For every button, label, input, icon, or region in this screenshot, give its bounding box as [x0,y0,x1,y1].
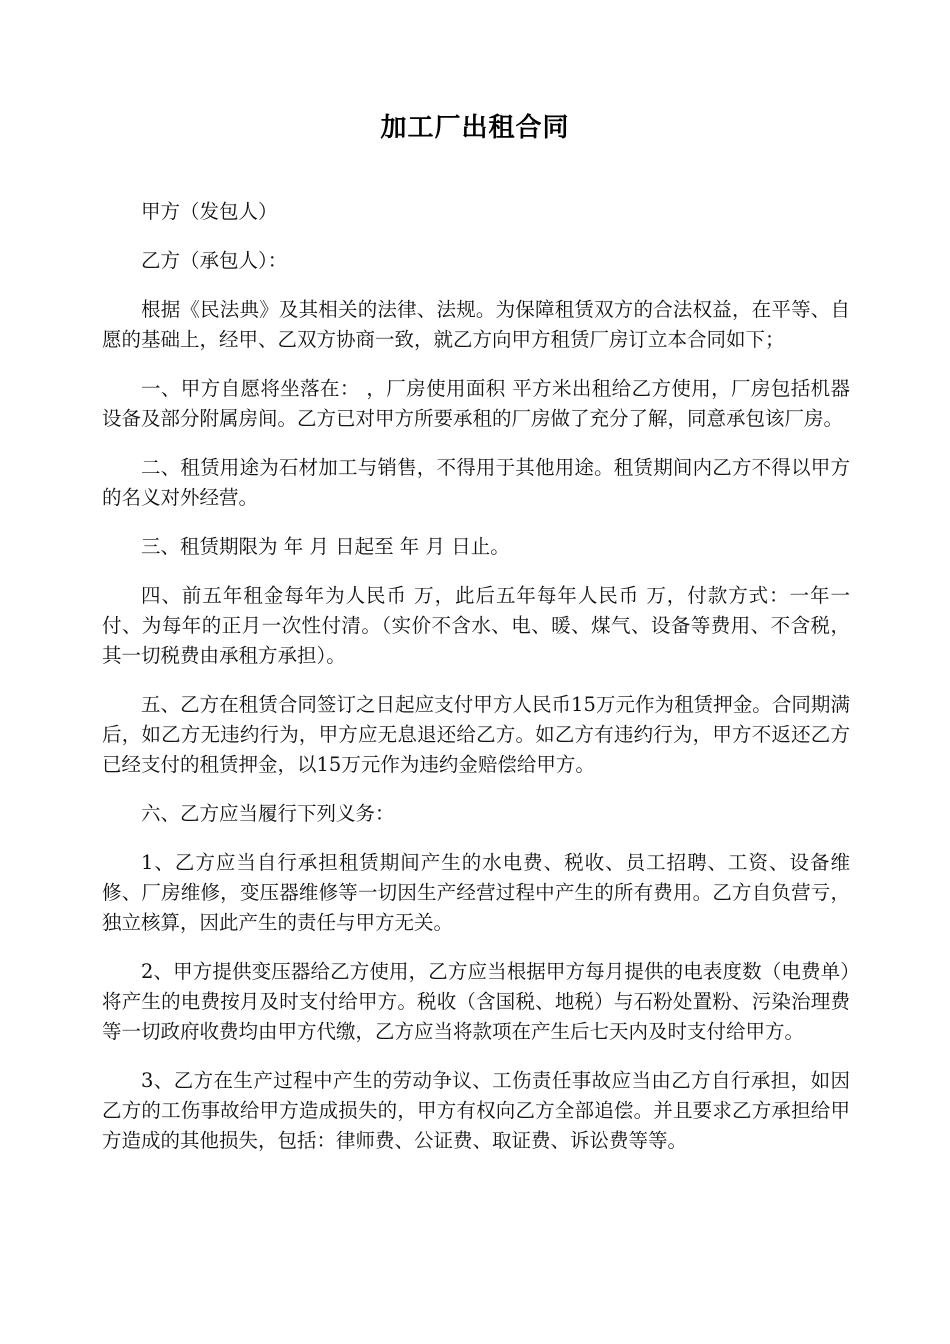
document-body [102,197,850,1175]
party-a-line: 甲方（发包人） [141,200,278,223]
paragraph-clause-1: 一、甲方自愿将坐落在： ，厂房使用面积 平方米出租给乙方使用，厂房包括机器设备及部分附属房间。乙方已对甲方所要承租的厂房做了充分了解，同意承包该厂房。 [102,377,850,430]
paragraph-clause-4: 四、前五年租金每年为人民币 万，此后五年每年人民币 万，付款方式：一年一付、为每年的正月一次性付清。（实价不含水、电、暖、煤气、设备等费用、不含税，其一切税费由承租方承担）。 [102,584,850,667]
paragraph-clause-6: 六、乙方应当履行下列义务： [141,802,395,825]
paragraph-clause-2: 二、租赁用途为石材加工与销售，不得用于其他用途。租赁期间内乙方不得以甲方的名义对外经营。 [102,456,850,509]
party-b-line: 乙方（承包人）： [141,249,288,272]
document-title: 加工厂出租合同 [380,113,570,143]
paragraph-obligation-3: 3、乙方在生产过程中产生的劳动争议、工伤责任事故应当由乙方自行承担，如因乙方的工伤事故给甲方造成损失的，甲方有权向乙方全部追偿。并且要求乙方承担给甲方造成的其他损失，包括：律师费、公证费、取证费、诉讼费等等。 [102,1069,850,1152]
paragraph-clause-3: 三、租赁期限为 年 月 日起至 年 月 日止。 [141,535,510,558]
paragraph-obligation-2: 2、甲方提供变压器给乙方使用，乙方应当根据甲方每月提供的电表度数（电费单）将产生的电费按月及时支付给甲方。税收（含国税、地税）与石粉处置粉、污染治理费等一切政府收费均由甲方代缴，乙方应当将款项在产生后七天内及时支付给甲方。 [102,960,850,1043]
paragraph-clause-5: 五、乙方在租赁合同签订之日起应支付甲方人民币15万元作为租赁押金。合同期满后，如乙方无违约行为，甲方应无息退还给乙方。如乙方有违约行为，甲方不返还乙方已经支付的租赁押金，以15万元作为违约金赔偿给甲方。 [102,693,850,776]
paragraph-obligation-1: 1、乙方应当自行承担租赁期间产生的水电费、税收、员工招聘、工资、设备维修、厂房维修，变压器维修等一切因生产经营过程中产生的所有费用。乙方自负营亏，独立核算，因此产生的责任与甲方无关。 [102,851,850,934]
paragraph-preamble: 根据《民法典》及其相关的法律、法规。为保障租赁双方的合法权益，在平等、自愿的基础上，经甲、乙双方协商一致，就乙方向甲方租赁厂房订立本合同如下； [102,298,850,351]
